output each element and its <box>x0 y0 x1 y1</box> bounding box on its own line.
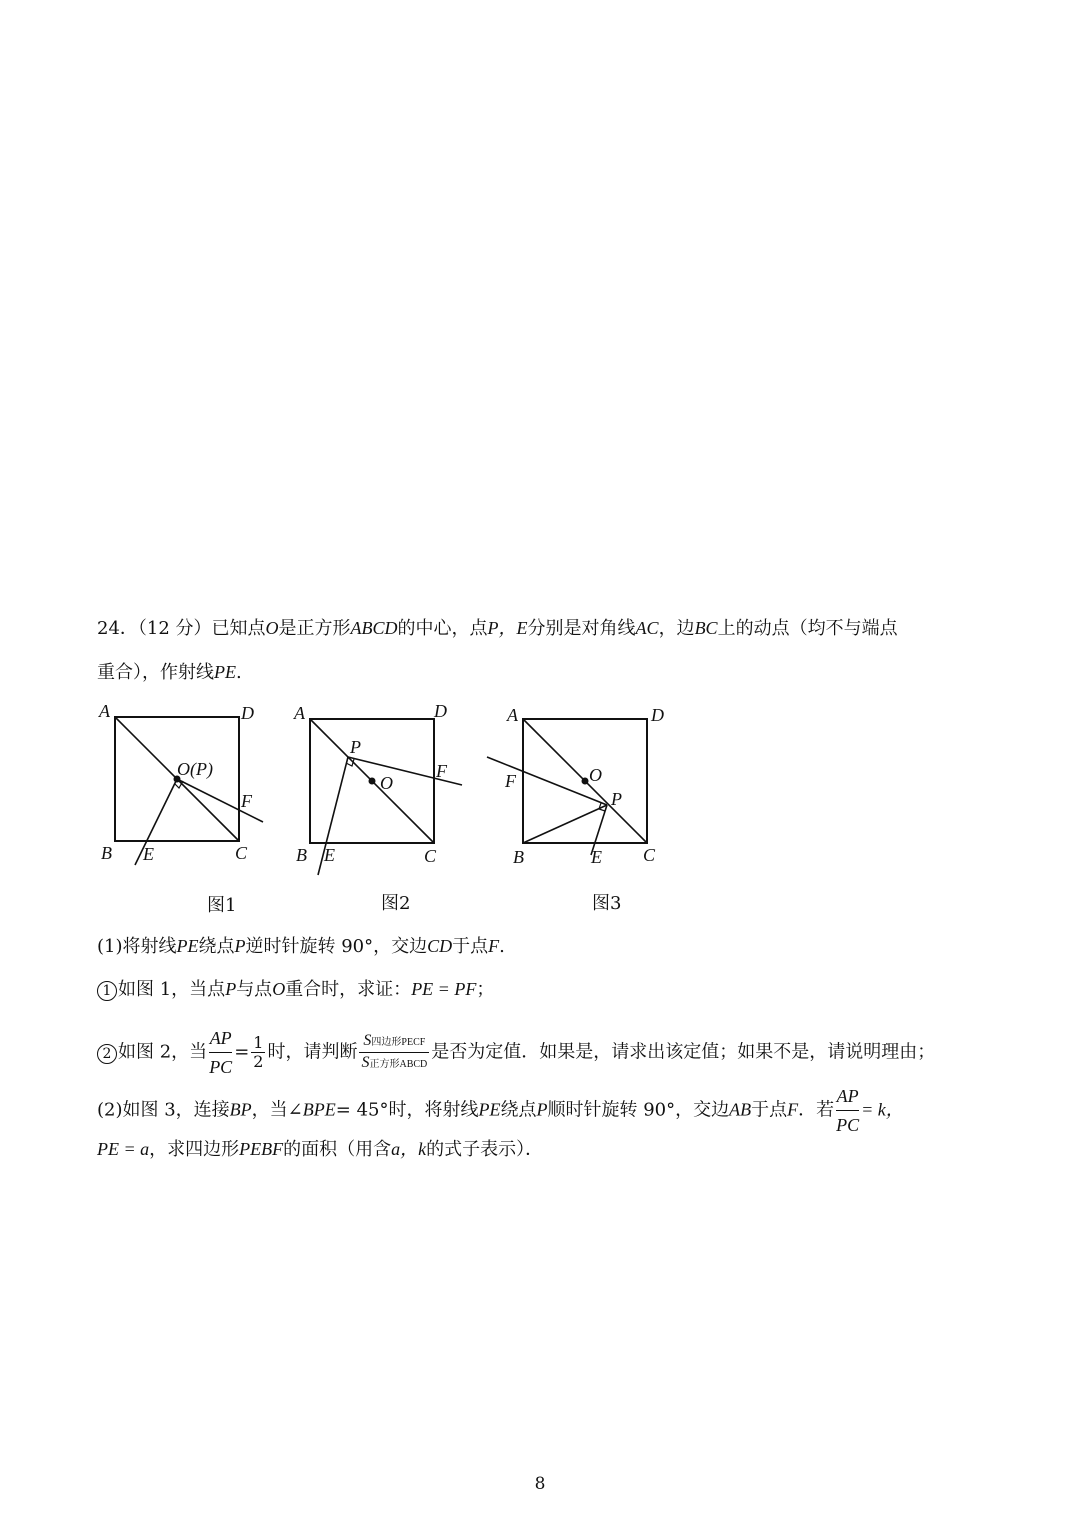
part2-line1: (2)如图 3，连接BP，当∠BPE= 45°时，将射线PE绕点P顺时针旋转 90°，交边AB于点F．若 $\frac{AP}{PC}$ = k， <box>97 1082 904 1139</box>
figure-2 <box>290 695 470 875</box>
label-p: P <box>350 737 361 757</box>
fraction-half: $\frac{1}{2}$ <box>253 1033 264 1071</box>
problem-score: （12 分） <box>137 618 212 639</box>
label-o-p: O(P) <box>177 759 213 779</box>
label-c: C <box>643 845 656 865</box>
label-o: O <box>589 765 602 785</box>
label-f: F <box>505 771 516 791</box>
fraction-ap-pc: $\frac{AP}{PC}$ <box>209 1024 232 1081</box>
fraction-area-ratio: $\frac{\text{S四边形PECF}}{\text{S正方形ABCD}}$ <box>361 1032 428 1071</box>
label-e: E <box>591 847 602 867</box>
point-o <box>369 778 376 785</box>
label-b: B <box>296 845 307 865</box>
circled-number-1: 1 <box>97 981 117 1001</box>
part1-question1: 1 如图 1，当点P与点O重合时，求证：PE = PF； <box>97 975 494 1004</box>
label-p: P <box>611 789 622 809</box>
figure-3-caption: 图3 <box>592 893 622 914</box>
point-o <box>582 778 589 785</box>
figure-2-caption: 图2 <box>381 893 411 914</box>
label-b: B <box>101 843 112 863</box>
label-c: C <box>235 843 248 863</box>
label-d: D <box>651 705 664 725</box>
label-c: C <box>424 846 437 866</box>
label-a: A <box>507 705 518 725</box>
problem-stem-line1: 24．（12 分）已知点O是正方形ABCD的中心，点P，E分别是对角线AC，边BC上的动点（均不与端点 <box>97 618 898 639</box>
label-a: A <box>99 701 110 721</box>
equation-pe-pf: PE = PF <box>411 979 477 999</box>
problem-stem-line2: 重合），作射线PE. <box>97 662 242 683</box>
label-f: F <box>241 791 252 811</box>
label-d: D <box>434 701 447 721</box>
label-b: B <box>513 847 524 867</box>
problem-number: 24． <box>97 618 138 639</box>
figure-3 <box>485 695 675 875</box>
page-number: 8 <box>534 1474 546 1494</box>
part1-question2: 2 如图 2，当 $\frac{AP}{PC}$ = $\frac{1}{2}$ 时，请判断 $\frac{\text{S四边形PECF}}{\text{S正方形ABCD}}$ 是否为定值．如果是，请求出该定值；如果不是，请说明理由； <box>97 1024 935 1081</box>
part2-line2: PE = a，求四边形PEBF的面积（用含a，k的式子表示）． <box>97 1139 544 1160</box>
fraction-ap-pc-part2: $\frac{AP}{PC}$ <box>836 1082 859 1139</box>
label-e: E <box>143 844 154 864</box>
segment-bp <box>523 805 607 843</box>
label-d: D <box>241 703 254 723</box>
circled-number-2: 2 <box>97 1044 117 1064</box>
ray-pe <box>135 779 177 865</box>
label-o: O <box>380 773 393 793</box>
label-a: A <box>294 703 305 723</box>
part1-intro: (1)将射线PE绕点P逆时针旋转 90°，交边CD于点F. <box>97 936 505 957</box>
figure-1 <box>95 695 275 875</box>
figure-1-caption: 图1 <box>207 895 237 916</box>
label-e: E <box>324 845 335 865</box>
label-f: F <box>436 761 447 781</box>
